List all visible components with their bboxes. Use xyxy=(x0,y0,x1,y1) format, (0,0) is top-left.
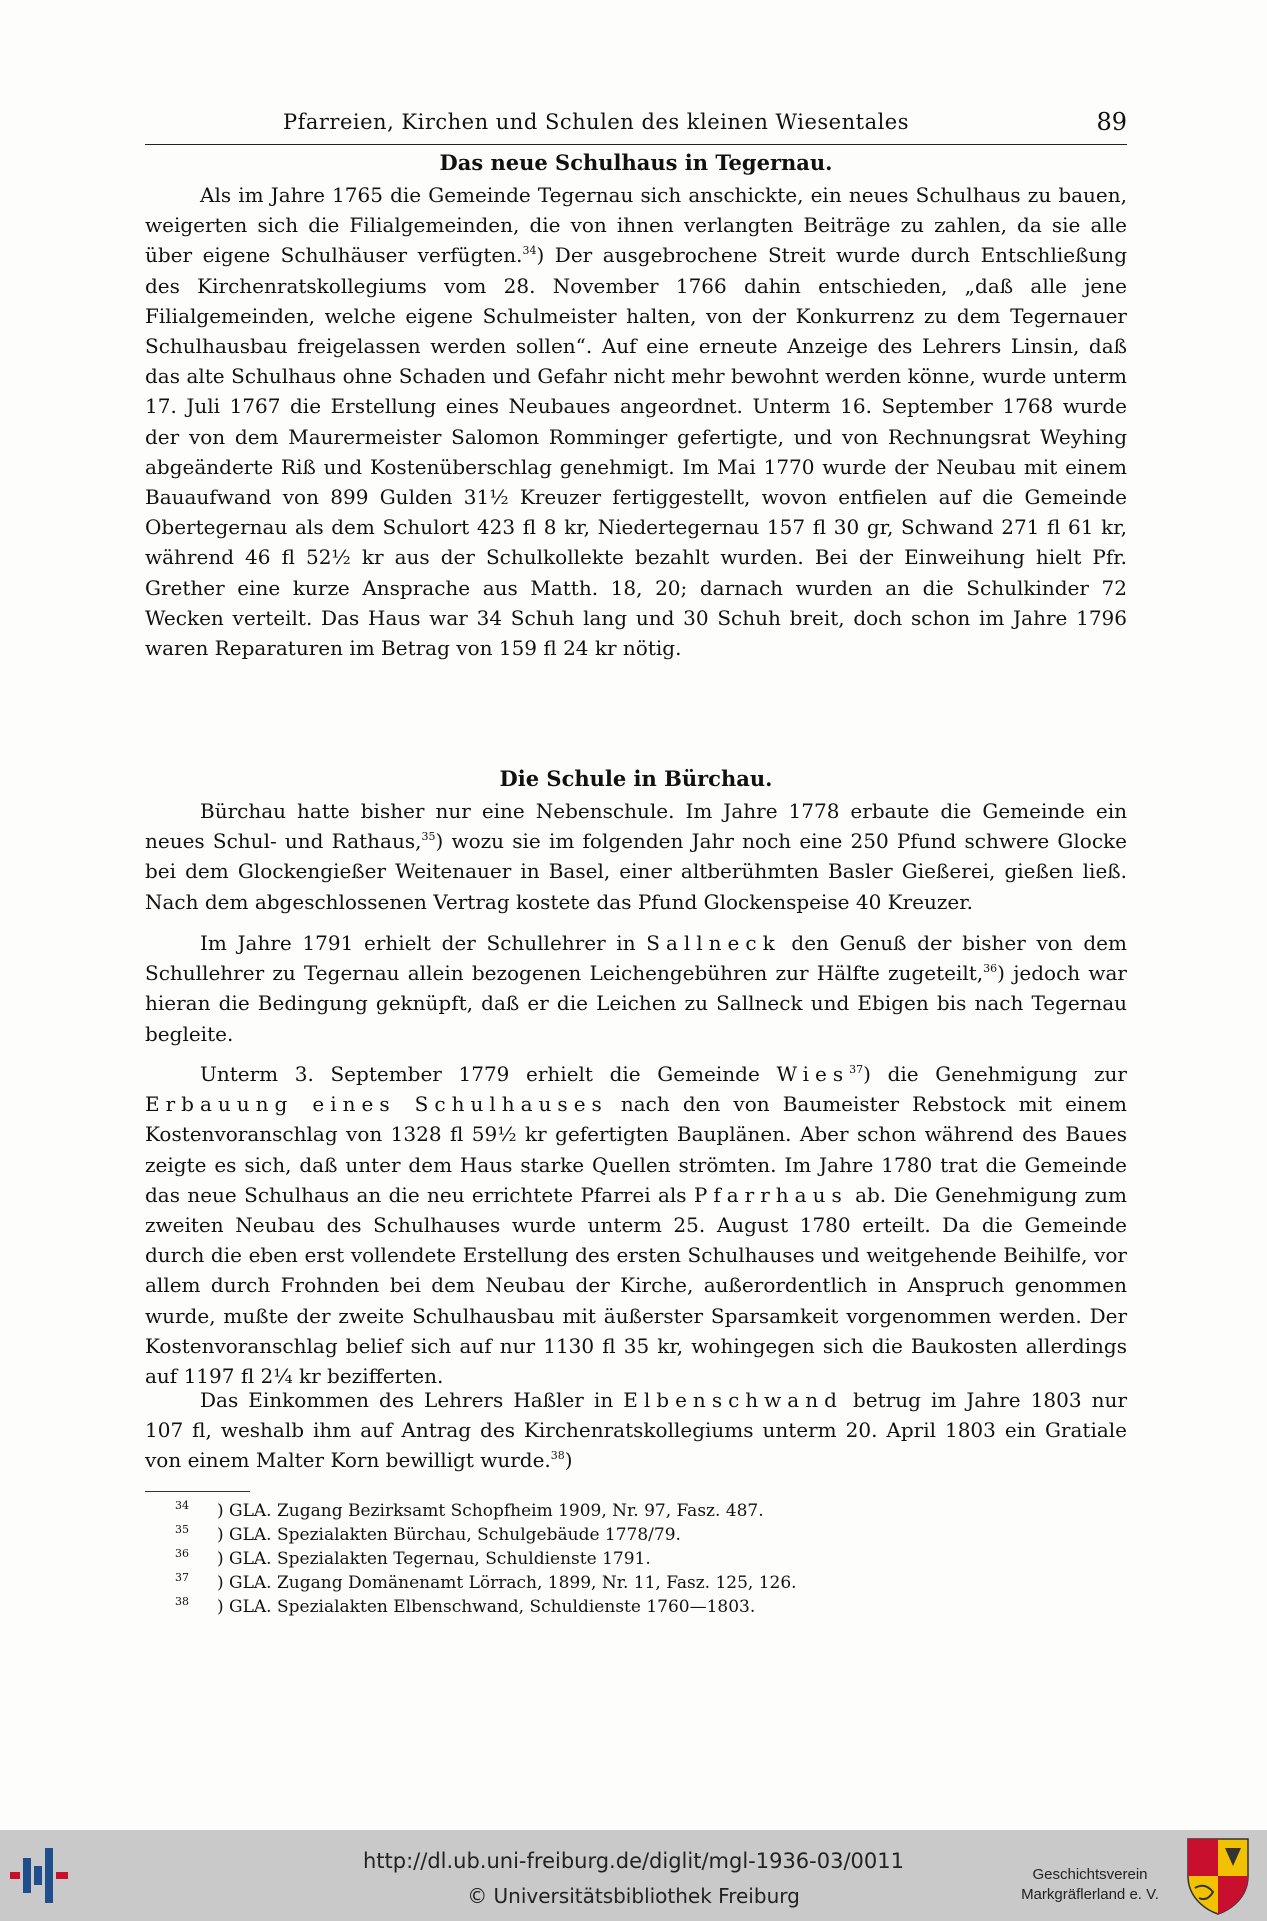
footnote-text: ) GLA. Zugang Domänenamt Lörrach, 1899, Nr. 11, Fasz. 125, 126. xyxy=(217,1573,797,1593)
section-title-buerchau: Die Schule in Bürchau. xyxy=(499,766,773,791)
paragraph-text: Im Jahre 1791 erhielt der Schullehrer in xyxy=(200,931,647,955)
paragraph xyxy=(145,928,1127,1049)
paragraph-text: Das Einkommen des Lehrers Haßler in xyxy=(200,1388,624,1412)
society-name xyxy=(1000,1865,1180,1905)
paragraph-text: ) wozu sie im folgenden Jahr noch eine 250 Pfund schwere Glocke bei dem Glockengießer Weitenauer in Basel, einer altberühmten Basler Gießerei, gießen ließ. Nach dem abgeschlossenen Vertrag kostete das Pfund Glockenspeise 40 Kreuzer. xyxy=(145,829,1127,914)
paragraph-text: ) xyxy=(564,1448,573,1473)
running-head xyxy=(145,108,1127,145)
footnote-list xyxy=(175,1499,1075,1619)
footnote-text: ) GLA. Spezialakten Elbenschwand, Schuldienste 1760—1803. xyxy=(217,1597,756,1617)
footnote-divider xyxy=(145,1491,250,1492)
footnote-text: ) GLA. Zugang Bezirksamt Schopfheim 1909, Nr. 97, Fasz. 487. xyxy=(217,1501,764,1521)
footnote-ref[interactable]: 35 xyxy=(421,830,436,844)
paragraph xyxy=(145,796,1127,917)
footnote-ref[interactable]: 34 xyxy=(522,244,537,258)
emphasized-place-name: Sallneck xyxy=(646,931,781,955)
footnote xyxy=(175,1595,1075,1619)
footnote xyxy=(175,1523,1075,1547)
footnote xyxy=(175,1571,1075,1595)
society-name-line: Markgräflerland e. V. xyxy=(1021,1886,1159,1903)
emphasized-phrase: Pfarrhaus xyxy=(693,1182,848,1207)
emphasized-place-name: Wies xyxy=(776,1062,850,1086)
paragraph-text: Unterm 3. September 1779 erhielt die Gemeinde xyxy=(200,1062,777,1086)
paragraph-text: ab. Die Genehmigung zum zweiten Neubau des Schulhauses wurde unterm 25. August 1780 erteilt. Da die Gemeinde durch die eben erst vollendete Erstellung des ersten Schulhauses und weitgehende Beihilfe, vor allem durch Frohnden bei dem Neubau der Kirche, außerordentlich in Anspruch genommen wurde, mußte der zweite Schulhausbau mit äußerster Sparsamkeit vorgenommen werden. Der Kostenvoranschlag belief sich auf nur 1130 fl 35 kr, wohingegen sich die Baukosten allerdings auf 1197 fl 2¼ kr bezifferten. xyxy=(145,1182,1127,1389)
footnote-text: ) GLA. Spezialakten Bürchau, Schulgebäude 1778/79. xyxy=(217,1525,681,1545)
paragraph xyxy=(145,1059,1127,1391)
society-name-line: Geschichtsverein xyxy=(1032,1866,1148,1883)
paragraph xyxy=(145,180,1127,663)
footnote-text: ) GLA. Spezialakten Tegernau, Schuldienste 1791. xyxy=(217,1549,651,1569)
paragraph-text: ) jedoch war hieran die Bedingung geknüpft, daß er die Leichen zu Sallneck und Ebigen bis nach Tegernau begleite. xyxy=(145,961,1127,1046)
footnote-ref[interactable]: 38 xyxy=(550,1449,565,1463)
paragraph-text: ) Der ausgebrochene Streit wurde durch Entschließung des Kirchenratskollegiums vom 28. November 1766 dahin entschieden, „daß alle jene Filialgemeinden, welche eigene Schulmeister halten, von der Konkurrenz zu dem Tegernauer Schulhausbau freigelassen werden sollen“. Auf eine erneute Anzeige des Lehrers Linsin, daß das alte Schulhaus ohne Schaden und Gefahr nicht mehr bewohnt werden könne, wurde unterm 17. Juli 1767 die Erstellung eines Neubaues angeordnet. Unterm 16. September 1768 wurde der von dem Maurermeister Salomon Romminger gefertigte, und von Rechnungsrat Weyhing abgeänderte Riß und Kostenüberschlag genehmigt. Im Mai 1770 wurde der Neubau mit einem Bauaufwand von 899 Gulden 31½ Kreuzer fertiggestellt, wovon entfielen auf die Gemeinde Obertegernau als dem Schulort 423 fl 8 kr, Niedertegernau 157 fl 30 gr, Schwand 271 fl 61 kr, während 46 fl 52½ kr aus der Schulkollekte bezahlt wurden. Bei der Einweihung hielt Pfr. Grether eine kurze Ansprache aus Matth. 18, 20; darnach wurden an die Schulkinder 72 Wecken verteilt. Das Haus war 34 Schuh lang und 30 Schuh breit, doch schon im Jahre 1796 waren Reparaturen im Betrag von 159 fl 24 kr nötig. xyxy=(145,243,1127,661)
footnote-ref[interactable]: 36 xyxy=(983,962,998,976)
footnote-ref[interactable]: 37 xyxy=(849,1063,864,1076)
emphasized-place-name: Elbenschwand xyxy=(623,1388,843,1412)
coat-of-arms-icon[interactable] xyxy=(1185,1836,1251,1916)
footnote-number: 37 xyxy=(175,1571,189,1584)
section-title-tegernau: Das neue Schulhaus in Tegernau. xyxy=(439,150,833,175)
copyright-notice: © Universitätsbibliothek Freiburg xyxy=(467,1884,800,1908)
emphasized-phrase: Erbauung eines Schulhauses xyxy=(145,1092,608,1117)
paragraph-text: betrug im Jahre 1803 nur 107 fl, weshalb ihm auf Antrag des Kirchenratskollegiums unterm 20. April 1803 ein Gratiale von einem Malter Korn bewilligt wurde. xyxy=(145,1388,1127,1473)
paragraph-text: den Genuß der bisher von dem Schullehrer zu Tegernau allein bezogenen Leichengebühren zur Hälfte zugeteilt, xyxy=(145,931,1127,986)
footnote xyxy=(175,1499,1075,1523)
document-url-link[interactable]: http://dl.ub.uni-freiburg.de/diglit/mgl-1936-03/0011 xyxy=(362,1849,904,1873)
paragraph xyxy=(145,1385,1127,1476)
page-number: 89 xyxy=(1096,108,1127,136)
footnote-number: 35 xyxy=(175,1523,189,1536)
paragraph-text: ) die Genehmigung zur xyxy=(863,1062,1127,1086)
paragraph-text: Bürchau hatte bisher nur eine Nebenschule. Im Jahre 1778 erbaute die Gemeinde ein neues Schul- und Rathaus, xyxy=(145,799,1127,854)
footnote xyxy=(175,1547,1075,1571)
running-title: Pfarreien, Kirchen und Schulen des kleinen Wiesentales xyxy=(282,110,910,134)
paragraph-text: nach den von Baumeister Rebstock mit einem Kostenvoranschlag von 1328 fl 59½ kr gefertigten Bauplänen. Aber schon während des Baues zeigte es sich, daß unter dem Haus starke Quellen strömten. Im Jahre 1780 trat die Gemeinde das neue Schulhaus an die neu errichtete Pfarrei als xyxy=(145,1092,1127,1207)
paragraph-text: Als im Jahre 1765 die Gemeinde Tegernau sich anschickte, ein neues Schulhaus zu bauen, weigerten sich die Filialgemeinden, die von ihnen verlangten Beiträge zu zahlen, da sie alle über eigene Schulhäuser verfügten. xyxy=(145,183,1127,268)
footnote-number: 36 xyxy=(175,1547,189,1560)
footnote-number: 34 xyxy=(175,1499,189,1512)
footnote-number: 38 xyxy=(175,1595,189,1608)
